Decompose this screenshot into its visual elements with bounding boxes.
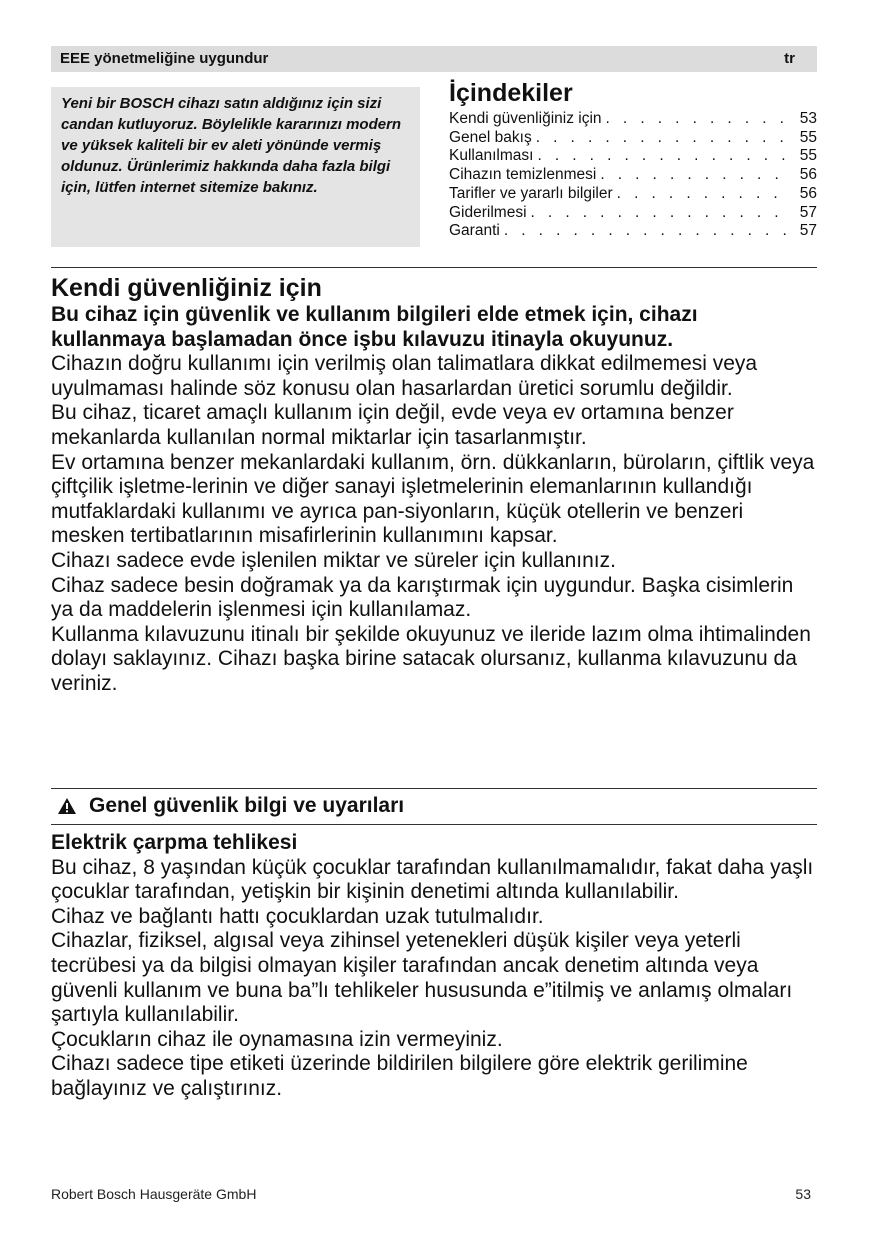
- toc-item-label: Kendi güvenliğiniz için: [449, 110, 602, 127]
- section-divider: [51, 267, 817, 268]
- safety-paragraph: Cihaz sadece besin doğramak ya da karıştırmak için uygundur. Başka cisimlerin ya da maddelerin işlenmesi için kullanılamaz.: [51, 573, 794, 622]
- toc-item[interactable]: [449, 166, 817, 185]
- toc-title: İçindekiler: [449, 79, 573, 107]
- header-title: EEE yönetmeliğine uygundur: [60, 50, 269, 67]
- toc-item-page: 57: [799, 203, 817, 221]
- toc-leader-dots: [606, 110, 787, 129]
- safety-paragraph: Bu cihaz, ticaret amaçlı kullanım için değil, evde veya ev ortamına benzer mekanlarda kullanılan normal miktarlar için tasarlanmıştır.: [51, 401, 734, 449]
- toc-item-label: Tarifler ve yararlı bilgiler: [449, 184, 613, 202]
- intro-text: Yeni bir BOSCH cihazı satın aldığınız için sizi candan kutluyoruz. Böylelikle kararınızı modern ve yüksek kaliteli bir ev aleti yönünde vermiş oldunuz. Ürünlerimiz hakkında daha fazla bilgi için, lütfen internet sitemize bakınız.: [61, 95, 402, 196]
- safety-title: Kendi güvenliğiniz için: [51, 274, 322, 302]
- toc-item[interactable]: [449, 185, 817, 204]
- toc-item-label: Kullanılması: [449, 147, 534, 165]
- toc-leader-dots: [537, 147, 787, 166]
- toc-item[interactable]: [449, 222, 817, 241]
- toc-item[interactable]: [449, 204, 817, 223]
- toc-item[interactable]: [449, 147, 817, 166]
- toc-item[interactable]: [449, 110, 817, 129]
- toc-item-label: Cihazın temizlenmesi: [449, 166, 597, 184]
- intro-box: [51, 87, 420, 247]
- toc-item-page: 56: [799, 184, 817, 202]
- footer-page-number: 53: [795, 1186, 811, 1202]
- page-footer: [51, 1186, 817, 1202]
- toc-item-page: 55: [799, 147, 817, 165]
- electric-paragraph: Çocukların cihaz ile oynamasına izin vermeyiniz.: [51, 1027, 503, 1051]
- safety-section: [51, 273, 817, 697]
- electric-paragraph: Cihaz ve bağlantı hattı çocuklardan uzak tutulmalıdır.: [51, 904, 544, 928]
- warning-bottom-rule: [51, 824, 817, 825]
- warning-top-rule: [51, 788, 817, 789]
- language-code: tr: [784, 50, 795, 67]
- toc-item-label: Genel bakış: [449, 128, 532, 146]
- safety-lead: Bu cihaz için güvenlik ve kullanım bilgileri elde etmek için, cihazı kullanmaya başlamadan önce işbu kılavuzu itinayla okuyunuz.: [51, 303, 698, 351]
- general-warnings-heading: [51, 791, 817, 821]
- toc-item-label: Garanti: [449, 222, 500, 240]
- header-bar: [51, 46, 817, 72]
- safety-paragraph: Ev ortamına benzer mekanlardaki kullanım, örn. dükkanların, büroların, çiftlik veya çiftçilik işletme-lerinin ve diğer sanayi işletmelerinin elemanlarının kullandığı mutfaklardaki kullanımı ve ayrıca pan-siyonların, küçük otellerin ve benzeri mesken tertibatlarının misafirlerinin kullanımını kapsar.: [51, 450, 815, 548]
- safety-paragraph: Cihazın doğru kullanımı için verilmiş olan talimatlara dikkat edilmemesi veya uyulmaması halinde söz konusu olan hasarlardan üretici sorumlu değildir.: [51, 352, 758, 400]
- electric-paragraph: Cihazlar, fiziksel, algısal veya zihinsel yetenekleri düşük kişiler veya yeterli tecrübesi ya da bilgisi olmayan kişiler tarafından ancak denetim altında veya güvenli kullanım ve buna ba”lı tehlikeler hususunda e”itilmiş ve anlamış olmaları şartıyla kullanılabilir.: [51, 929, 793, 1027]
- toc-item-page: 53: [799, 110, 817, 127]
- toc-leader-dots: [600, 166, 787, 185]
- toc-leader-dots: [504, 222, 787, 241]
- table-of-contents: [449, 78, 817, 241]
- footer-company: Robert Bosch Hausgeräte GmbH: [51, 1186, 257, 1202]
- electric-section: [51, 831, 817, 1102]
- safety-paragraph: Cihazı sadece evde işlenilen miktar ve süreler için kullanınız.: [51, 548, 616, 572]
- toc-item-page: 57: [799, 222, 817, 240]
- toc-leader-dots: [536, 129, 787, 148]
- electric-paragraph: Bu cihaz, 8 yaşından küçük çocuklar tarafından kullanılmamalıdır, fakat daha yaşlı çocuklar tarafından, yetişkin bir kişinin denetimi altında kullanılabilir.: [51, 855, 814, 904]
- electric-paragraph: Cihazı sadece tipe etiketi üzerinde bildirilen bilgilere göre elektrik gerilimine bağlayınız ve çalıştırınız.: [51, 1052, 748, 1100]
- toc-item-label: Giderilmesi: [449, 203, 527, 221]
- toc-leader-dots: [617, 185, 787, 204]
- toc-item-page: 55: [799, 128, 817, 146]
- electric-title: Elektrik çarpma tehlikesi: [51, 831, 298, 854]
- toc-leader-dots: [531, 204, 787, 223]
- toc-item-page: 56: [799, 166, 817, 184]
- safety-paragraph: Kullanma kılavuzunu itinalı bir şekilde okuyunuz ve ileride lazım olma ihtimalinden dolayı saklayınız. Cihazı başka birine satacak olursanız, kullanma kılavuzunu da veriniz.: [51, 622, 811, 695]
- toc-item[interactable]: [449, 129, 817, 148]
- warning-triangle-icon: [57, 797, 77, 815]
- general-warnings-title: Genel güvenlik bilgi ve uyarıları: [89, 794, 405, 817]
